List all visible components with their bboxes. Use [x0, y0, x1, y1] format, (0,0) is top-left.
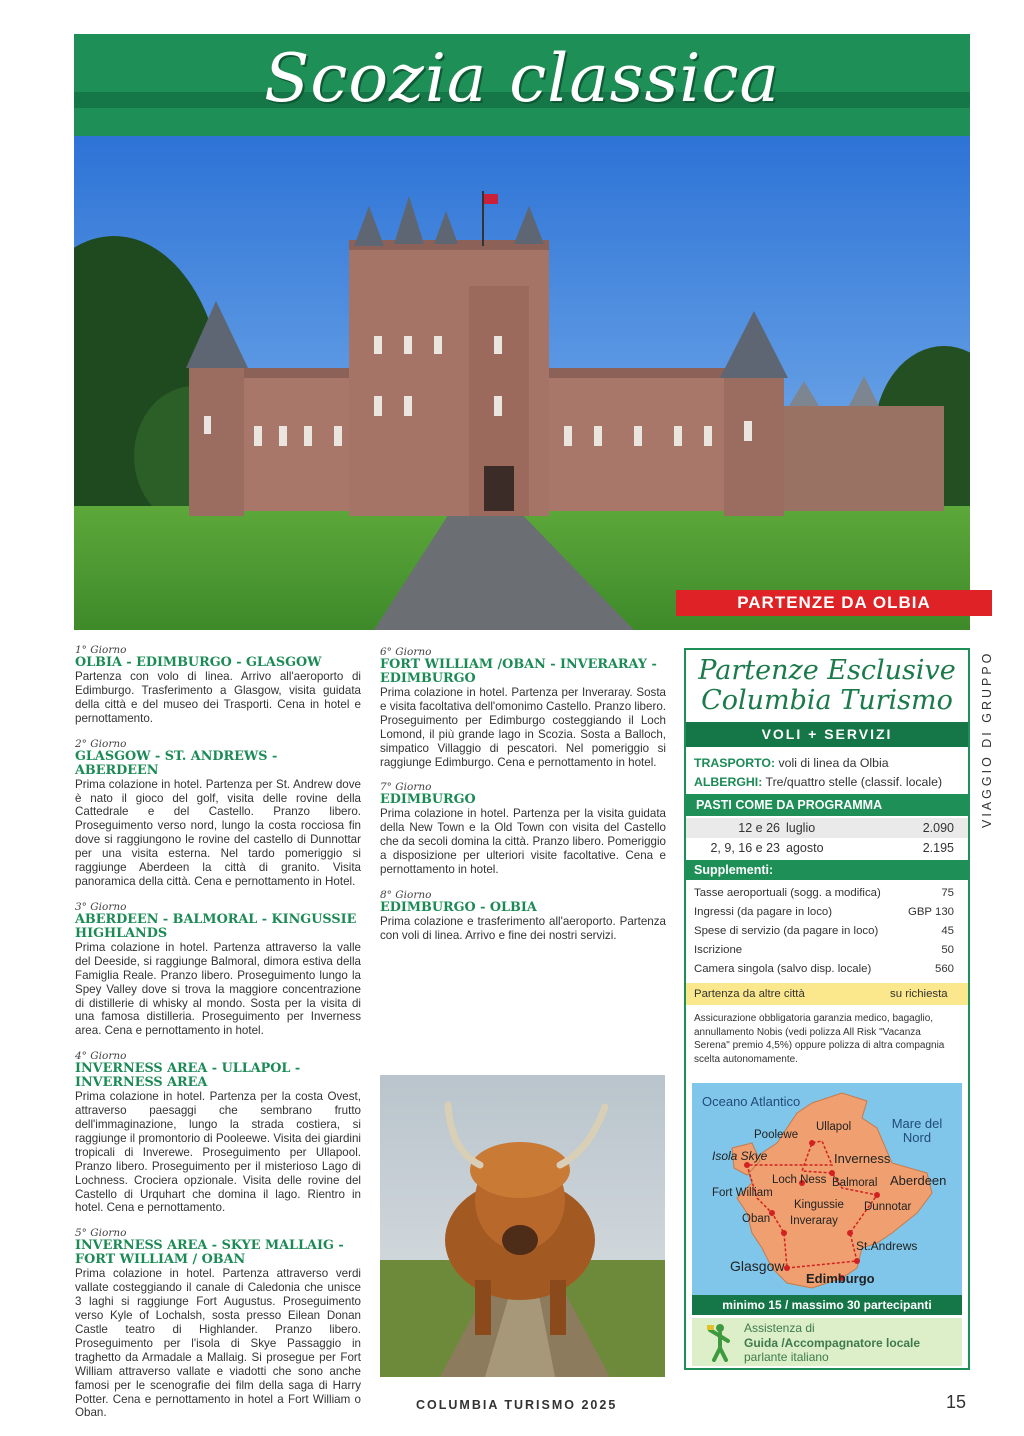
day-title: INVERNESS AREA - SKYE MALLAIG - FORT WILLIAM / OBAN	[75, 1238, 344, 1268]
map-label-inverness: Inverness	[834, 1151, 891, 1166]
map-label-ullapol: Ullapol	[816, 1121, 852, 1133]
map-label-st-andrews: St.Andrews	[856, 1239, 918, 1253]
day-text: Prima colazione in hotel. Partenza per St. Andrew dove è nato il gioco del golf, visita delle rovine della Cattedrale e del Castello. Pranzo libero. Proseguimento verso nord, lungo la costa rocciosa fin dove si raggiungono le rovine del castello di Dunnottar per una visita esterna. Nel tardo pomeriggio si raggiunge Aberdeen la città di granito. Visita panoramica della città. Cena e pernottamento in Hotel.	[75, 777, 361, 888]
day-label: 2° Giorno	[75, 737, 127, 750]
day-text: Prima colazione e trasferimento all'aeroporto. Partenza con voli di linea. Arrivo e fine dei nostri servizi.	[380, 914, 666, 942]
price-row-august	[686, 838, 968, 858]
highland-cow-illustration	[380, 1075, 665, 1377]
guide-line2: Guida /Accompagnatore locale	[744, 1335, 921, 1350]
page-header	[74, 34, 970, 136]
participants-bar: minimo 15 / massimo 30 partecipanti	[692, 1295, 962, 1315]
map-label-poolewe: Poolewe	[754, 1129, 799, 1141]
hotels-row	[694, 775, 942, 789]
supplement-label: Iscrizione	[694, 944, 743, 956]
price-month: luglio	[786, 821, 816, 835]
day-label: 1° Giorno	[75, 644, 127, 656]
hotels-label: ALBERGHI:	[694, 775, 763, 789]
day-label: 8° Giorno	[380, 888, 432, 901]
box-subtitle: VOLI + SERVIZI	[686, 722, 968, 747]
scotland-route-map	[692, 1083, 962, 1295]
map-label-balmoral: Balmoral	[832, 1177, 878, 1189]
itinerary-column-2	[380, 646, 666, 955]
day-label: 6° Giorno	[380, 646, 432, 658]
guide-assistance-box	[692, 1318, 962, 1366]
map-label-sea: Mare del Nord	[891, 1116, 943, 1145]
guide-line3: parlante italiano	[744, 1350, 829, 1364]
map-label-inveraray: Inveraray	[790, 1215, 838, 1227]
day-title: OLBIA - EDIMBURGO - GLASGOW	[75, 655, 322, 670]
day-title: GLASGOW - ST. ANDREWS - ABERDEEN	[75, 748, 278, 778]
itinerary-day-6	[380, 646, 666, 769]
meals-bar: PASTI COME DA PROGRAMMA	[686, 794, 968, 816]
map-label-edimburgo: Edimburgo	[806, 1271, 875, 1286]
price-dates: 12 e 26	[738, 821, 780, 835]
map-label-oban: Oban	[742, 1213, 771, 1225]
supplement-row	[694, 941, 954, 960]
day-label: 5° Giorno	[75, 1227, 127, 1240]
supplement-label: Camera singola (salvo disp. locale)	[694, 963, 872, 975]
price-value: 2.195	[922, 841, 954, 855]
day-label: 4° Giorno	[75, 1050, 127, 1063]
day-title: ABERDEEN - BALMORAL - KINGUSSIE HIGHLANDS	[75, 911, 357, 941]
itinerary-day-3	[75, 901, 361, 1038]
supplement-value: 50	[941, 944, 954, 956]
day-title: INVERNESS AREA - ULLAPOL - INVERNESS AREA	[75, 1061, 301, 1091]
itinerary-day-1	[75, 644, 361, 726]
day-text: Prima colazione in hotel. Partenza per la costa Ovest, attraverso paesaggi che sembrano frutto dell'immaginazione, lungo la strada costiera, si raggiunge il promontorio di Pooleewe. Visita dei giardini tropicali di Inverewe. Proseguimento per Ullapool. Pranzo libero. Proseguimento per il misterioso Lago di Lochness. Crociera opzionale. Visita delle rovine del Castello di Urquhart che domina il lago. Rientro in hotel. Cena e pernottamento.	[75, 1090, 361, 1215]
transport-label: TRASPORTO:	[694, 756, 776, 770]
transport-value: voli di linea da Olbia	[778, 756, 889, 770]
box-title-line2: Columbia Turismo	[701, 685, 953, 716]
day-text: Partenza con volo di linea. Arrivo all'aeroporto di Edimburgo. Trasferimento a Glasgow, visita guidata della città e del museo dei Trasporti. Cena in hotel e pernottamento.	[75, 670, 361, 725]
supplement-row	[694, 884, 954, 903]
price-row-july	[686, 818, 968, 838]
castle-illustration	[74, 136, 970, 630]
footer-brand: COLUMBIA TURISMO 2025	[416, 1398, 618, 1412]
map-label-ocean: Oceano Atlantico	[702, 1094, 801, 1109]
departures-banner: PARTENZE DA OLBIA	[676, 590, 992, 616]
itinerary-day-2	[75, 738, 361, 889]
itinerary-day-5	[75, 1227, 361, 1420]
itinerary-day-7	[380, 781, 666, 877]
supplement-row	[694, 922, 954, 941]
day-title: EDIMBURGO - OLBIA	[380, 899, 537, 915]
hotels-value: Tre/quattro stelle (classif. locale)	[765, 775, 943, 789]
supplement-label: Ingressi (da pagare in loco)	[694, 906, 833, 918]
price-month: agosto	[786, 841, 824, 855]
other-cities-value: su richiesta	[890, 988, 948, 1000]
transport-row	[694, 756, 889, 770]
highland-cow-photo	[380, 1075, 665, 1377]
viaggio-di-gruppo-label: VIAGGIO DI GRUPPO	[980, 650, 994, 828]
map-label-kingussie: Kingussie	[794, 1199, 844, 1211]
trip-info-box	[684, 648, 970, 1370]
supplement-value: 75	[941, 887, 954, 899]
day-text: Prima colazione in hotel. Partenza per Inveraray. Sosta e visita facoltativa dell'omonimo Castello. Pranzo libero. Proseguimento per Edimburgo costeggiando il Loch Lomond, il più grande lago in Scozia. Sosta a Balloch, simpatico Villaggio di pescatori. Nel pomeriggio si raggiunge Edimburgo. Cena e pernottamento in hotel.	[380, 686, 666, 769]
guide-text	[744, 1321, 920, 1365]
day-text: Prima colazione in hotel. Partenza per la visita guidata della New Town e la Old Town con visita del Castello che da secoli domina la città. Pranzo libero. Pomeriggio a disposizione per ulteriori visite facoltative. Cena e pernottamento in hotel.	[380, 807, 666, 877]
box-title	[686, 656, 968, 716]
guide-line1: Assistenza di	[744, 1321, 815, 1335]
hero-photo-castle	[74, 136, 970, 630]
day-label: 7° Giorno	[380, 781, 432, 794]
supplement-row	[694, 903, 954, 922]
page-number: 15	[946, 1392, 967, 1412]
price-value: 2.090	[922, 821, 954, 835]
insurance-note: Assicurazione obbligatoria garanzia medico, bagaglio, annullamento Nobis (vedi polizza All Risk "Vacanza Serena" premio 4,5%) oppure polizza di altra compagnia scelta autonomamente.	[694, 1013, 945, 1065]
price-dates: 2, 9, 16 e 23	[710, 841, 780, 855]
supplements-bar: Supplementi:	[686, 860, 968, 880]
other-cities-label: Partenza da altre città	[694, 988, 805, 1000]
itinerary-column-1	[75, 644, 361, 1432]
itinerary-day-8	[380, 889, 666, 943]
day-title: EDIMBURGO	[380, 792, 476, 808]
map-label-aberdeen: Aberdeen	[890, 1173, 947, 1188]
box-title-line1: Partenze Esclusive	[698, 655, 956, 686]
map-label-fort-william: Fort William	[712, 1187, 773, 1199]
supplement-label: Tasse aeroportuali (sogg. a modifica)	[694, 887, 881, 899]
itinerary-day-4	[75, 1050, 361, 1215]
map-label-loch-ness: Loch Ness	[772, 1174, 827, 1186]
day-label: 3° Giorno	[75, 900, 127, 913]
map-label-dunnotar: Dunnotar	[864, 1201, 912, 1213]
map-label-isola-skye: Isola Skye	[712, 1149, 768, 1163]
page-title: Scozia classica	[264, 40, 780, 117]
map-label-glasgow: Glasgow	[730, 1258, 785, 1274]
supplement-value: 45	[941, 925, 954, 937]
supplement-label: Spese di servizio (da pagare in loco)	[694, 925, 879, 937]
supplement-value: 560	[934, 963, 954, 975]
day-title: FORT WILLIAM /OBAN - INVERARAY - EDIMBURGO	[380, 657, 657, 686]
day-text: Prima colazione in hotel. Partenza attraverso verdi vallate costeggiando il canale di Caledonia che unisce 3 laghi si raggiunge Fort Augustus. Proseguimento verso Kyle of Lochalsh, sosta presso Eilean Donan Castle teatro di Highlander. Pranzo libero. Proseguimento per l'isola di Skye Passaggio in traghetto da Armadale a Mallaig. Si prosegue per Fort William attraverso vallate e viadotti che sono anche famosi per le scenografie dei film della saga di Harry Potter. Cena e pernottamento in hotel a Fort William o Oban.	[75, 1267, 361, 1420]
supplement-row	[694, 960, 954, 979]
supplement-value: GBP 130	[907, 906, 954, 918]
day-text: Prima colazione in hotel. Partenza attraverso la valle del Deeside, si raggiunge Balmoral, dimora estiva della Famiglia Reale. Pranzo libero. Proseguimento lungo la Spey Valley dove si trova la maggiore concentrazione di distillerie di whisky al mondo. Sosta per la visita di una famosa distilleria. Proseguimento per Inverness area. Cena e pernottamento in hotel.	[75, 940, 361, 1038]
other-cities-row	[686, 983, 968, 1005]
guide-person-icon	[702, 1322, 736, 1362]
